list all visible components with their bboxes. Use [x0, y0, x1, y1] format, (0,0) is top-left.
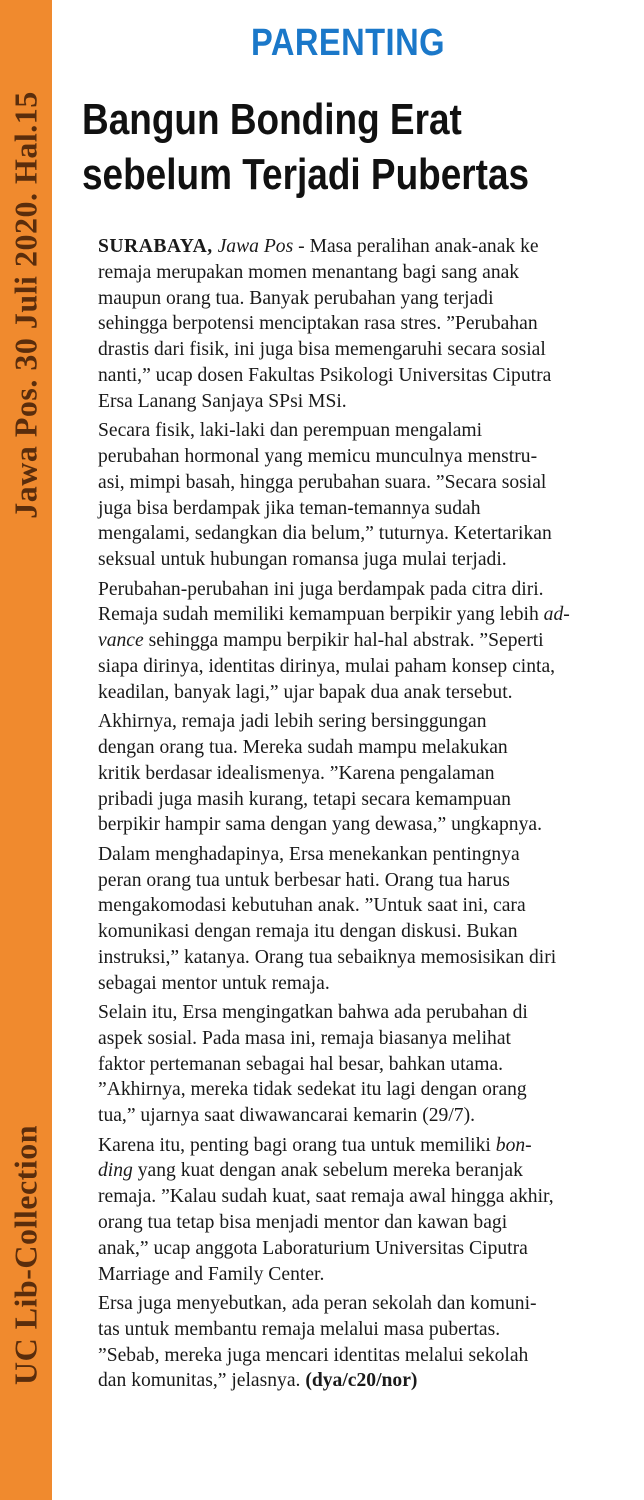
italic-term: ding [98, 1160, 133, 1182]
paragraph [82, 577, 622, 706]
body-line: perubahan hormonal yang memicu munculnya menstru- [98, 445, 538, 467]
body-line: berpikir hampir sama dengan yang dewasa,” ungkapnya. [98, 814, 542, 836]
body-line: mengakomodasi kebutuhan anak. ”Untuk saat ini, cara [98, 895, 526, 917]
source-citation: Jawa Pos. 30 Juli 2020. Hal.15 [7, 91, 44, 519]
body-line [82, 1158, 622, 1184]
body-line: faktor pertemanan sebagai hal besar, bahkan utama. [98, 1053, 504, 1075]
body-line: kritik berdasar idealismenya. ”Karena pengalaman [98, 762, 495, 784]
body-text: Remaja sudah memiliki kemampuan berpikir yang lebih [98, 604, 539, 626]
italic-term: ad- [543, 604, 570, 626]
body-line: sebagai mentor untuk remaja. [98, 972, 330, 994]
section-rubric: PARENTING [251, 22, 445, 64]
body-line: Ersa juga menyebutkan, ada peran sekolah dan komuni- [98, 1293, 537, 1315]
body-line: ”Akhirnya, mereka tidak sedekat itu lagi dengan orang [98, 1079, 527, 1101]
body-line: tua,” ujarnya saat diwawancarai kemarin (29/7). [98, 1105, 476, 1127]
body-line: keadilan, banyak lagi,” ujar bapak dua anak tersebut. [98, 681, 513, 703]
paragraph [82, 234, 622, 415]
body-line: pribadi juga masih kurang, tetapi secara kemampuan [98, 788, 511, 810]
paragraph [82, 1133, 622, 1288]
body-line: komunikasi dengan remaja itu dengan diskusi. Bukan [98, 921, 518, 943]
body-line [82, 602, 622, 628]
italic-term: vance [98, 630, 144, 652]
italic-term: bon- [495, 1134, 532, 1156]
body-line: sehingga berpotensi menciptakan rasa stres. ”Perubahan [98, 313, 538, 335]
body-line: nanti,” ucap dosen Fakultas Psikologi Universitas Ciputra [98, 364, 552, 386]
body-line: Selain itu, Ersa mengingatkan bahwa ada perubahan di [98, 1002, 528, 1024]
headline-line: sebelum Terjadi Pubertas [82, 150, 530, 199]
body-line: asi, mimpi basah, hingga perubahan suara. ”Secara sosial [98, 471, 547, 493]
collection-label: UC Lib-Collection [7, 1124, 44, 1386]
body-line [82, 234, 622, 260]
body-line: siapa dirinya, identitas dirinya, mulai paham konsep cinta, [98, 655, 556, 677]
body-line: anak,” ucap anggota Laboraturium Universitas Ciputra [98, 1237, 528, 1259]
body-line: tas untuk membantu remaja melalui masa pubertas. [98, 1318, 501, 1340]
body-line: Dalam menghadapinya, Ersa menekankan pentingnya [98, 843, 520, 865]
paragraph [82, 842, 622, 997]
body-text: dan komunitas,” jelasnya. [98, 1370, 301, 1392]
body-text: yang kuat dengan anak sebelum mereka beranjak [137, 1160, 523, 1182]
body-line: Marriage and Family Center. [98, 1263, 325, 1285]
headline-line: Bangun Bonding Erat [82, 95, 462, 144]
article-body [82, 234, 622, 1398]
body-line [82, 628, 622, 654]
body-line: remaja. ”Kalau sudah kuat, saat remaja awal hingga akhir, [98, 1186, 554, 1208]
body-text: Karena itu, penting bagi orang tua untuk memiliki [98, 1134, 491, 1156]
paragraph [82, 709, 622, 838]
body-line: aspek sosial. Pada masa ini, remaja biasanya melihat [98, 1027, 511, 1049]
body-line: dengan orang tua. Mereka sudah mampu melakukan [98, 736, 508, 758]
body-line: seksual untuk hubungan romansa juga mulai terjadi. [98, 549, 507, 571]
author-credit: (dya/c20/nor) [305, 1370, 418, 1392]
body-line: peran orang tua untuk berbesar hati. Orang tua harus [98, 869, 510, 891]
body-text: - Masa peralihan anak-anak ke [298, 236, 539, 257]
body-text: sehingga mampu berpikir hal-hal abstrak. ”Seperti [148, 630, 544, 652]
body-line: Secara fisik, laki-laki dan perempuan mengalami [98, 420, 483, 442]
body-line: Ersa Lanang Sanjaya SPsi MSi. [98, 390, 347, 412]
dateline-source: Jawa Pos [217, 236, 294, 257]
article-headline [82, 92, 552, 202]
paragraph [82, 418, 622, 573]
body-line [82, 1368, 622, 1394]
paragraph [82, 1291, 622, 1394]
body-line: ”Sebab, mereka juga mencari identitas melalui sekolah [98, 1344, 529, 1366]
paragraph [82, 1000, 622, 1129]
body-line: maupun orang tua. Banyak perubahan yang terjadi [98, 287, 494, 309]
body-line: instruksi,” katanya. Orang tua sebaiknya memosisikan diri [98, 946, 557, 968]
body-line: juga bisa berdampak jika teman-temannya sudah [98, 497, 481, 519]
body-line: orang tua tetap bisa menjadi mentor dan kawan bagi [98, 1212, 508, 1234]
body-line: mengalami, sedangkan dia belum,” tuturnya. Ketertarikan [98, 523, 552, 545]
body-line: drastis dari fisik, ini juga bisa memengaruhi secara sosial [98, 339, 546, 361]
dateline-place: SURABAYA, [98, 236, 213, 257]
body-line: Perubahan-perubahan ini juga berdampak pada citra diri. [98, 578, 544, 600]
body-line: remaja merupakan momen menantang bagi sang anak [98, 261, 520, 283]
body-line [82, 1133, 622, 1159]
source-sidebar [0, 0, 52, 1500]
body-line: Akhirnya, remaja jadi lebih sering bersinggungan [98, 711, 487, 733]
